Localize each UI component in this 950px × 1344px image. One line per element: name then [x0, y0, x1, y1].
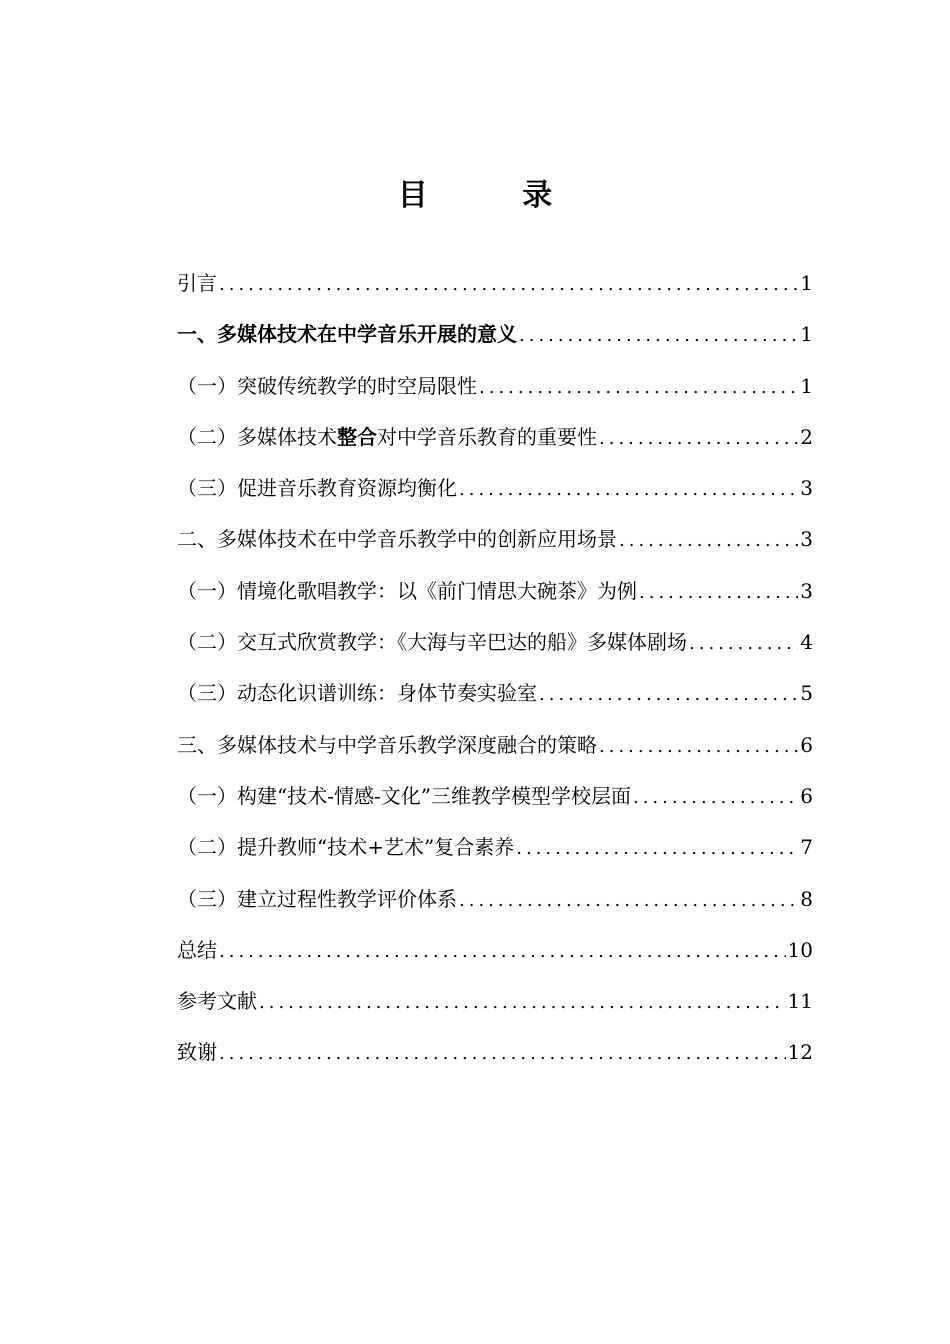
toc-entry-label: （三）促进音乐教育资源均衡化: [177, 476, 457, 501]
toc-entry-section-3[interactable]: [177, 722, 813, 773]
toc-dot-leader: [619, 518, 798, 564]
toc-entry-label: 总结: [177, 937, 217, 962]
toc-page-number: 1: [800, 322, 813, 347]
toc-page-number: 8: [800, 886, 813, 911]
toc-entry-label: （三）建立过程性教学评价体系: [177, 886, 457, 911]
toc-page-number: 5: [800, 681, 813, 706]
toc-entry-introduction[interactable]: [177, 260, 813, 311]
toc-entry-label: 三、多媒体技术与中学音乐教学深度融合的策略: [177, 732, 597, 757]
toc-entry-section-1-2[interactable]: [177, 414, 813, 465]
toc-entry-label: （一）情境化歌唱教学：以《前门情思大碗茶》为例: [177, 578, 637, 603]
toc-entry-label: [177, 414, 597, 460]
toc-entry-label: （一）突破传统教学的时空局限性: [177, 373, 477, 398]
toc-page-number: 3: [800, 527, 813, 552]
table-of-contents: [177, 260, 813, 1081]
toc-entry-label: （三）动态化识谱训练：身体节奏实验室: [177, 681, 537, 706]
toc-entry-section-1-3[interactable]: [177, 465, 813, 516]
toc-dot-leader: [219, 1031, 786, 1077]
toc-label-part: 对中学音乐教育的重要性: [377, 424, 597, 449]
toc-label-part: （二）多媒体技术: [177, 424, 337, 449]
toc-page-number: 12: [787, 1040, 813, 1065]
toc-entry-section-2-1[interactable]: [177, 568, 813, 619]
toc-page-number: 6: [800, 783, 813, 808]
toc-dot-leader: [516, 826, 798, 872]
toc-entry-section-2-2[interactable]: [177, 619, 813, 670]
toc-entry-section-3-1[interactable]: [177, 773, 813, 824]
toc-entry-section-3-3[interactable]: [177, 876, 813, 927]
toc-entry-references[interactable]: [177, 978, 813, 1029]
toc-page-number: 1: [800, 373, 813, 398]
toc-page-number: 4: [800, 630, 813, 655]
toc-dot-leader: [479, 365, 798, 411]
toc-page-number: 2: [800, 424, 813, 449]
toc-dot-leader: [459, 878, 798, 924]
toc-entry-label: （一）构建“技术-情感-文化”三维教学模型学校层面: [177, 783, 631, 808]
toc-dot-leader: [219, 929, 786, 975]
toc-entry-section-1[interactable]: [177, 311, 813, 362]
toc-dot-leader: [599, 724, 798, 770]
toc-dot-leader: [259, 980, 786, 1026]
toc-dot-leader: [599, 416, 798, 462]
toc-entry-label: （二）提升教师“技术+艺术”复合素养: [177, 835, 515, 860]
toc-entry-label: 二、多媒体技术在中学音乐教学中的创新应用场景: [177, 527, 617, 552]
toc-entry-label: 引言: [177, 271, 217, 295]
toc-entry-summary[interactable]: [177, 927, 813, 978]
toc-dot-leader: [689, 621, 798, 667]
toc-dot-leader: [639, 570, 798, 616]
toc-entry-label: 致谢: [177, 1040, 217, 1065]
toc-page-number: 1: [800, 271, 813, 295]
toc-dot-leader: [519, 313, 798, 359]
toc-entry-section-3-2[interactable]: [177, 824, 813, 875]
toc-entry-section-1-1[interactable]: [177, 363, 813, 414]
toc-entry-section-2-3[interactable]: [177, 670, 813, 721]
toc-dot-leader: [459, 467, 798, 513]
toc-dot-leader: [219, 262, 798, 308]
toc-title: 目 录: [397, 178, 595, 213]
toc-entry-label: 一、多媒体技术在中学音乐开展的意义: [177, 322, 517, 347]
toc-label-part-bold: 整合: [337, 424, 377, 449]
toc-dot-leader: [539, 672, 798, 718]
toc-entry-acknowledgements[interactable]: [177, 1029, 813, 1080]
toc-page-number: 3: [800, 476, 813, 501]
toc-page-number: 6: [800, 732, 813, 757]
toc-entry-label: 参考文献: [177, 989, 257, 1014]
toc-page-number: 3: [800, 578, 813, 603]
toc-entry-section-2[interactable]: [177, 516, 813, 567]
toc-page-number: 11: [787, 989, 813, 1014]
toc-entry-label: （二）交互式欣赏教学：《大海与辛巴达的船》多媒体剧场: [177, 630, 687, 655]
toc-page-number: 7: [800, 835, 813, 860]
toc-dot-leader: [633, 775, 798, 821]
toc-page-number: 10: [787, 937, 813, 962]
